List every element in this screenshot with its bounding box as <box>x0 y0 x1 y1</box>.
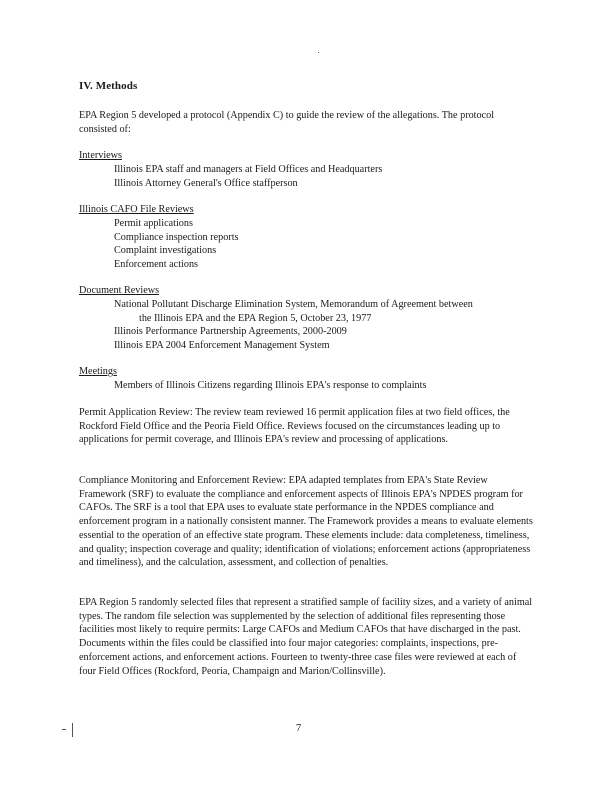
list-item: Illinois Attorney General's Office staffperson <box>114 177 298 189</box>
permit-review-paragraph: Permit Application Review: The review team reviewed 16 permit application files at two field offices, the Rockford Field Office and the Peoria Field Office. Reviews focused on the circumstances leading up to applications for permit coverage, and Illinois EPA's review and processing of applications. <box>79 407 510 446</box>
list-item: Illinois Performance Partnership Agreements, 2000-2009 <box>114 326 347 338</box>
document-reviews-title: Document Reviews <box>79 285 160 296</box>
cafo-file-reviews-list <box>114 217 238 271</box>
list-item: Permit applications <box>114 218 193 229</box>
meetings-list <box>114 379 426 393</box>
scan-artifact <box>72 723 73 737</box>
list-item: Complaint investigations <box>114 245 217 257</box>
scan-artifact <box>62 729 66 730</box>
interviews-title: Interviews <box>79 150 122 161</box>
list-item: Members of Illinois Citizens regarding Illinois EPA's response to complaints <box>114 380 427 391</box>
file-selection-paragraph: EPA Region 5 randomly selected files that represent a stratified sample of facility sizes, and a variety of animal types. The random file selection was supplemented by the selection of additional files representing those facilities most likely to require permits: Large CAFOs and Medium CAFOs that have discharged in the past. Documents within the files could be classified into four major categories: complaints, inspections, pre-enforcement actions, and enforcement actions. Fourteen to twenty-three case files were reviewed at each of four Field Offices (Rockford, Peoria, Champaign and Marion/Collinsville). <box>79 597 533 677</box>
list-item: Enforcement actions <box>114 258 199 270</box>
scan-artifact <box>318 52 319 53</box>
section-heading: IV. Methods <box>79 80 138 92</box>
list-item: the Illinois EPA and the EPA Region 5, October 23, 1977 <box>139 312 372 324</box>
intro-paragraph: EPA Region 5 developed a protocol (Appendix C) to guide the review of the allegations. The protocol consisted of: <box>79 110 495 135</box>
list-item: Illinois EPA staff and managers at Field Offices and Headquarters <box>114 164 383 175</box>
meetings-title: Meetings <box>79 366 117 377</box>
interviews-list <box>114 163 382 190</box>
list-item: Illinois EPA 2004 Enforcement Management System <box>114 339 330 351</box>
document-reviews-list <box>114 298 473 352</box>
page-number: 7 <box>296 723 302 734</box>
compliance-review-paragraph: Compliance Monitoring and Enforcement Review: EPA adapted templates from EPA's State Review Framework (SRF) to evaluate the compliance and enforcement aspects of Illinois EPA's NPDES program for CAFOs. The SRF is a tool that EPA uses to evaluate state performance in the NPDES compliance and enforcement program in a nationally consistent manner. The Framework provides a means to evaluate elements essential to the operation of an effective state program. These elements include: data completeness, timeliness, and quality; inspection coverage and quality; identification of violations; enforcement actions (appropriateness and timeliness), and the calculation, assessment, and collection of penalties. <box>79 475 533 569</box>
list-item: National Pollutant Discharge Elimination System, Memorandum of Agreement between <box>114 299 473 310</box>
list-item: Compliance inspection reports <box>114 231 239 243</box>
cafo-file-reviews-title: Illinois CAFO File Reviews <box>79 204 194 215</box>
